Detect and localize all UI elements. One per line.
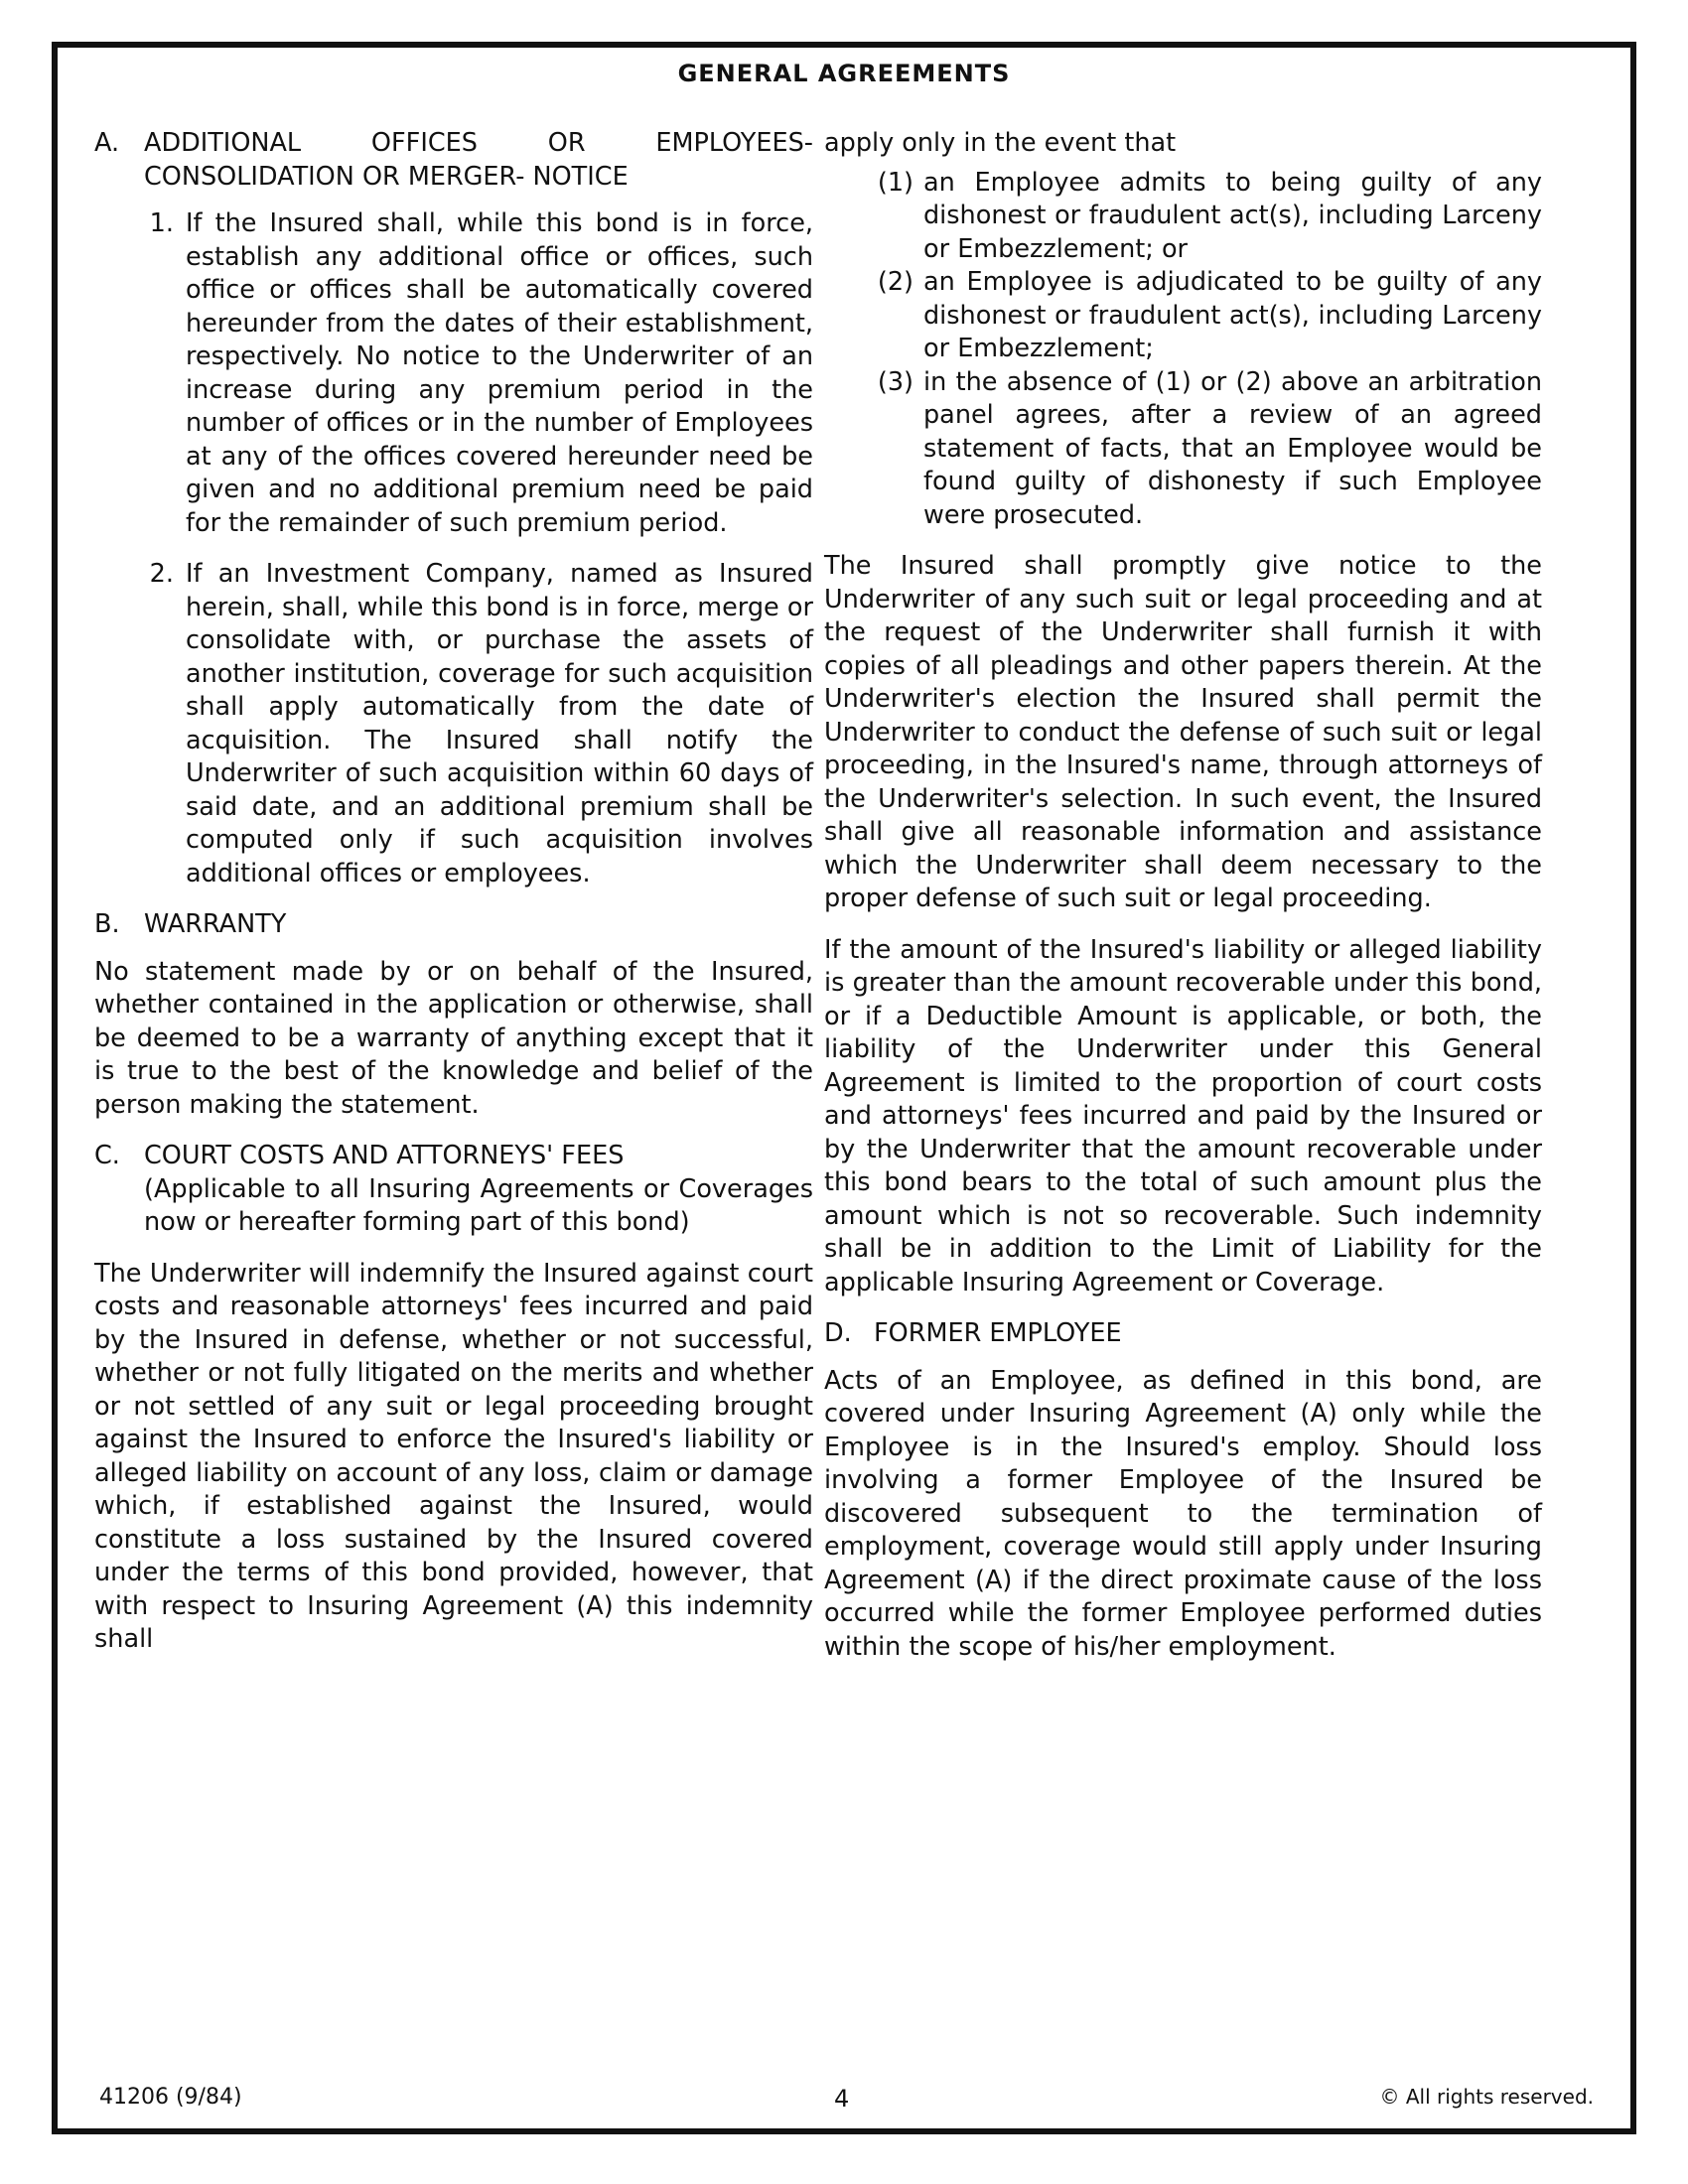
condition-list [824, 167, 1542, 533]
page-number: 4 [834, 2085, 850, 2113]
list-item [824, 167, 1542, 267]
copyright-notice: © All rights reserved. [1379, 2085, 1594, 2109]
section-c-paragraph-1: The Underwriter will indemnify the Insured against court costs and reasonable attorneys' fees incurred and paid by the Insured in defense, whether or not successful, whether or not fully litigated on the merits and whether or not settled of any suit or legal proceeding brought against the Insured to enforce the Insured's liability or alleged liability on account of any loss, claim or damage which, if established against the Insured, would constitute a loss sustained by the Insured covered under the terms of this bond provided, however, that with respect to Insuring Agreement (A) this indemnity shall [94, 1258, 813, 1654]
section-d-title: FORMER EMPLOYEE [874, 1318, 1122, 1348]
condition-text: an Employee is adjudicated to be guilty of any dishonest or fraudulent act(s), including Larceny or Embezzlement; [923, 267, 1542, 363]
right-column [824, 127, 1542, 1682]
section-c-paragraph-3: If the amount of the Insured's liability or alleged liability is greater than the amount recoverable under this bond, or if a Deductible Amount is applicable, or both, the liability of the Underwriter under this General Agreement is limited to the proportion of court costs and attorneys' fees incurred and paid by the Insured or by the Underwriter that the amount recoverable under this bond bears to the total of such amount plus the amount which is not so recoverable. Such indemnity shall be in addition to the Limit of Liability for the applicable Insuring Agreement or Coverage. [824, 934, 1542, 1297]
list-item [824, 266, 1542, 366]
section-b-title: WARRANTY [144, 909, 287, 939]
item-text: If an Investment Company, named as Insured herein, shall, while this bond is in force, merge or consolidate with, or purchase the assets of another institution, coverage for such acquisition shall apply automatically from the date of acquisition. The Insured shall notify the Underwriter of such acquisition within 60 days of said date, and an additional premium shall be computed only if such acquisition involves additional offices or employees. [186, 559, 813, 888]
item-number: 1. [149, 208, 174, 238]
left-column [94, 127, 813, 1675]
list-item [824, 366, 1542, 533]
section-d-heading [824, 1317, 1542, 1351]
section-a-title: ADDITIONAL OFFICES OR EMPLOYEES- CONSOLIDATION OR MERGER- NOTICE [144, 128, 813, 192]
section-c-paragraph-2: The Insured shall promptly give notice to the Underwriter of any such suit or legal proceeding and at the request of the Underwriter shall furnish it with copies of all pleadings and other papers therein. At the Underwriter's election the Insured shall permit the Underwriter to conduct the defense of such suit or legal proceeding, in the Insured's name, through attorneys of the Underwriter's selection. In such event, the Insured shall give all reasonable information and assistance which the Underwriter shall deem necessary to the proper defense of such suit or legal proceeding. [824, 551, 1542, 913]
condition-number: (3) [877, 366, 914, 397]
section-b-paragraph: No statement made by or on behalf of the Insured, whether contained in the application or otherwise, shall be deemed to be a warranty of anything except that it is true to the best of the knowledge and belief of the person making the statement. [94, 956, 813, 1120]
section-c-paragraph-1-continued: apply only in the event that [824, 128, 1177, 158]
section-c-title: COURT COSTS AND ATTORNEYS' FEES [144, 1141, 625, 1170]
section-c-letter: C. [94, 1141, 120, 1170]
form-number: 41206 (9/84) [99, 2085, 242, 2110]
item-text: If the Insured shall, while this bond is in force, establish any additional office or offices, such office or offices shall be automatically covered hereunder from the dates of their establishment, respectively. No notice to the Underwriter of an increase during any premium period in the number of offices or in the number of Employees at any of the offices covered hereunder need be given and no additional premium need be paid for the remainder of such premium period. [186, 208, 813, 538]
item-number: 2. [149, 559, 174, 589]
section-a-item-1 [94, 207, 813, 540]
condition-number: (2) [877, 267, 914, 297]
section-a-heading [94, 127, 813, 194]
section-b-heading [94, 908, 813, 942]
section-a-item-2 [94, 558, 813, 890]
section-d-letter: D. [824, 1318, 852, 1348]
condition-text: an Employee admits to being guilty of any dishonest or fraudulent act(s), including Larceny or Embezzlement; or [923, 167, 1542, 264]
section-d-paragraph: Acts of an Employee, as defined in this bond, are covered under Insuring Agreement (A) only while the Employee is in the Insured's employ. Should loss involving a former Employee of the Insured be discovered subsequent to the termination of employment, coverage would still apply under Insuring Agreement (A) if the direct proximate cause of the loss occurred while the former Employee performed duties within the scope of his/her employment. [824, 1365, 1542, 1662]
section-a-letter: A. [94, 128, 120, 158]
section-c-heading [94, 1140, 813, 1173]
condition-number: (1) [877, 167, 914, 198]
condition-text: in the absence of (1) or (2) above an arbitration panel agrees, after a review of an agreed statement of facts, that an Employee would be found guilty of dishonesty if such Employee were prosecuted. [923, 366, 1542, 530]
section-c-subheading: (Applicable to all Insuring Agreements or Coverages now or hereafter forming part of this bond) [144, 1173, 813, 1237]
section-b-letter: B. [94, 909, 120, 939]
page-title: GENERAL AGREEMENTS [677, 60, 1011, 87]
